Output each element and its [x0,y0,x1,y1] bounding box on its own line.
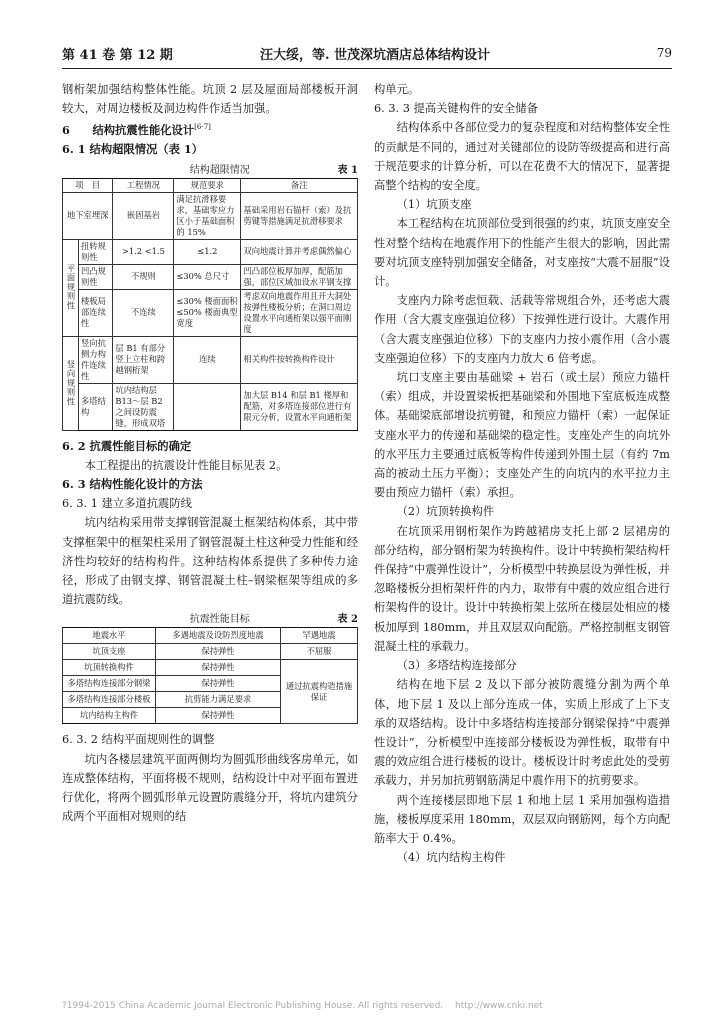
th-frequent: 多遇地震及设防烈度地震 [156,628,281,644]
table2-caption [62,613,358,627]
cell-member: 多塔结构连接部分钢梁 [63,676,156,692]
cell-rare-merged: 通过抗震构造措施保证 [281,660,358,724]
cell-note: 双向地震计算并考虑偶然偏心 [241,239,358,264]
cell-frequent: 保持弹性 [156,708,281,724]
table-row [63,239,358,264]
table-row [63,289,358,336]
cell-member: 坑内结构主构件 [63,708,156,724]
cell-item: 竖向抗侧力构件连续性 [79,336,113,383]
th-situation: 工程情况 [113,178,174,192]
cell-requirement: ≤30% 楼面面积 ≤50% 楼面典型宽度 [174,289,241,336]
paragraph: 本工程结构在坑顶部位受到很强的约束，坑顶支座安全性对整个结构在地震作用下的性能产生很大的影响，因此需要对坑顶支座特别加强安全储备，对支座按“大震不屈服”设计。 [374,217,670,289]
table-performance [62,627,358,724]
table-header-row [63,628,358,644]
item-heading-2: （2）坑顶转换构件 [396,505,495,519]
table-row [63,336,358,383]
cell-frequent: 保持弹性 [156,676,281,692]
cell-requirement: 满足抗滑移要求，基础零应力区小于基础面积的 15% [174,192,241,239]
paragraph: 钢桁架加强结构整体性能。坑顶 2 层及屋面局部楼板开洞较大，对周边楼板及洞边构件作适当加强。 [62,83,358,116]
paragraph: 结构在地下层 2 及以下部分被防震缝分割为两个单体，地下层 1 及以上部分连成一体，实质上形成了上下支承的双塔结构。设计中多塔结构连接部分钢梁保持“中震弹性设计”，分析模型中连接部分楼板设为弹性板，取带有中震的效应组合进行楼板的设计。楼板设计时考虑此处的受剪承载力，并另加抗剪钢筋满足中震作用下的抗剪要求。 [374,678,670,788]
page-number: 79 [656,46,672,60]
group-plan-regularity: 平面规则性 [63,239,79,336]
table-row [63,383,358,430]
paragraph: 坑口支座主要由基础梁 + 岩石（或土层）预应力锚杆（索）组成，并设置梁板把基础梁和外围地下室底板连成整体。基础梁底部增设抗剪键，和预应力锚杆（索）一起保证支座水平力的传递和基础梁的稳定性。支座处产生的向坑外的水平压力主要通过底板等构件传递到外围土层（有约 7m 高的被动土压力平衡）；支座处产生的向坑内的水平拉力主要由预应力锚杆（索）承担。 [374,371,670,500]
item-heading-3: （3）多塔结构连接部分 [396,659,517,673]
cell-member: 坑顶转换构件 [63,660,156,676]
cell-member: 坑顶支座 [63,644,156,660]
th-requirement: 规范要求 [174,178,241,192]
cell-item: 楼板局部连续性 [79,289,113,336]
header-rule [62,68,672,69]
cell-item: 扭转规则性 [79,239,113,264]
page-header [62,44,672,66]
table2-title: 抗震性能目标 [189,614,250,626]
cell-situation: 坑内结构层 B13～层 B2 之间设防震缝，形成双塔 [113,383,174,430]
cell-frequent: 保持弹性 [156,660,281,676]
cell-item: 地下室埋深 [63,192,113,239]
section-heading-6-2: 6. 2 抗震性能目标的确定 [62,438,192,453]
th-level: 地震水平 [63,628,156,644]
cell-note: 相关构件按转换构件设计 [241,336,358,383]
cell-item: 凹凸规则性 [79,264,113,289]
citation-ref[interactable]: [6-7] [194,123,211,132]
cell-note: 基础采用岩石锚杆（索）及抗剪键等措施满足抗滑移要求 [241,192,358,239]
table1-number: 表 1 [337,164,358,176]
th-note: 备注 [241,178,358,192]
table1-title: 结构超限情况 [189,164,250,176]
cell-requirement: 连续 [174,336,241,383]
table-exceed [62,178,358,431]
left-column [62,80,358,826]
item-heading-1: （1）坑顶支座 [396,198,472,212]
table-row [63,192,358,239]
cell-frequent: 保持弹性 [156,644,281,660]
cell-item: 多塔结构 [79,383,113,430]
paragraph: 构单元。 [374,83,420,96]
cell-situation: >1.2 <1.5 [113,239,174,264]
subsection-heading-6-3-1: 6. 3. 1 建立多道抗震防线 [62,497,192,511]
table-row [63,644,358,660]
table-row [63,660,358,676]
journal-volume: 第 41 卷 第 12 期 [62,48,173,63]
cell-situation: 层 B1 有部分竖上立柱和跨越钢桁架 [113,336,174,383]
copyright-footer: ?1994-2015 China Academic Journal Electronic Publishing House. All rights reserved. http://www.cnki.net [62,1001,543,1011]
cell-note: 加大层 B14 和层 B1 楼厚和配筋，对多塔连接部位进行有限元分析，设置水平向通桁架 [241,383,358,430]
table-header-row [63,178,358,192]
cell-requirement [174,383,241,430]
running-title: 汪大绥，等. 世茂深坑酒店总体结构设计 [260,48,491,63]
subsection-heading-6-3-3: 6. 3. 3 提高关键构件的安全储备 [374,102,538,116]
item-heading-4: （4）坑内结构主构件 [396,851,506,865]
paragraph: 结构体系中各部位受力的复杂程度和对结构整体安全性的贡献是不同的，通过对关键部位的设防等级提高和进行高于规范要求的计算分析，可以在花费不大的情况下，显著提高整个结构的安全度。 [374,121,670,193]
cell-note: 考虑双向地震作用且开大洞处按弹性楼板分析；在洞口周边设置水平向通桁架以强平面刚度 [241,289,358,336]
cell-frequent: 抗剪能力满足要求 [156,692,281,708]
th-rare: 罕遇地震 [281,628,358,644]
right-column [374,80,670,867]
section-heading-6-3: 6. 3 结构性能化设计的方法 [62,476,203,491]
paragraph: 坑内结构采用带支撑钢管混凝土框架结构体系，其中带支撑框架中的框架柱采用了钢管混凝土柱这种受力性能和经济性均较好的结构构件。这种结构体系提供了多种传力途径，形成了由钢支撑、钢管混凝土柱–钢梁框架等组成的多道抗震防线。 [62,516,358,607]
section-heading-6: 6 结构抗震性能化设计[6-7] [62,123,211,138]
cell-requirement: ≤1.2 [174,239,241,264]
group-vertical-regularity: 竖向规则性 [63,336,79,430]
cell-requirement: ≤30% 总尺寸 [174,264,241,289]
paragraph: 支座内力除考虑恒载、活载等常规组合外，还考虑大震作用（含大震支座强迫位移）下按弹性进行设计。大震作用（含大震支座强迫位移）下的支座内力按小震作用（含小震支座强迫位移）下的支座内力放大 6 倍考虑。 [374,294,670,365]
cell-situation: 嵌固基岩 [113,192,174,239]
table2-number: 表 2 [337,614,358,626]
paragraph: 本工程提出的抗震设计性能目标见表 2。 [84,458,288,472]
cell-note: 凹凸部位板厚加厚，配筋加强，部位区域加设水平钢支撑 [241,264,358,289]
cell-situation: 不规则 [113,264,174,289]
table-row [63,264,358,289]
th-item: 项 目 [63,178,113,192]
paragraph: 坑内各楼层建筑平面两侧均为圆弧形曲线客房单元，如连成整体结构，平面将极不规则，结构设计中对平面布置进行优化，将两个圆弧形单元设置防震缝分开，将坑内建筑分成两个平面相对规则的结 [62,752,358,824]
cell-member: 多塔结构连接部分楼板 [63,692,156,708]
paragraph: 两个连接楼层即地下层 1 和地上层 1 采用加强构造措施，楼板厚度采用 180mm，双层双向钢筋网，每个方向配筋率大于 0.4%。 [374,793,670,845]
table1-caption [62,164,358,178]
section-heading-6-1: 6. 1 结构超限情况（表 1） [62,142,203,157]
subsection-heading-6-3-2: 6. 3. 2 结构平面规则性的调整 [62,733,215,747]
cell-rare: 不屈服 [281,644,358,660]
cell-situation: 不连续 [113,289,174,336]
paragraph: 在坑顶采用钢桁架作为跨越裙房支托上部 2 层裙房的部分结构，部分钢桁架为转换构件。设计中转换桁架结构杆件保持“中震弹性设计”，分析模型中转换层设为弹性板，并忽略楼板分担桁架杆件的内力，取带有中震的效应组合进行桁架构件的设计。设计中转换桁架上弦所在楼层处相应的楼板加厚到 180mm，并且双层双向配筋。严格控制框支钢管混凝土柱的承载力。 [374,524,670,653]
